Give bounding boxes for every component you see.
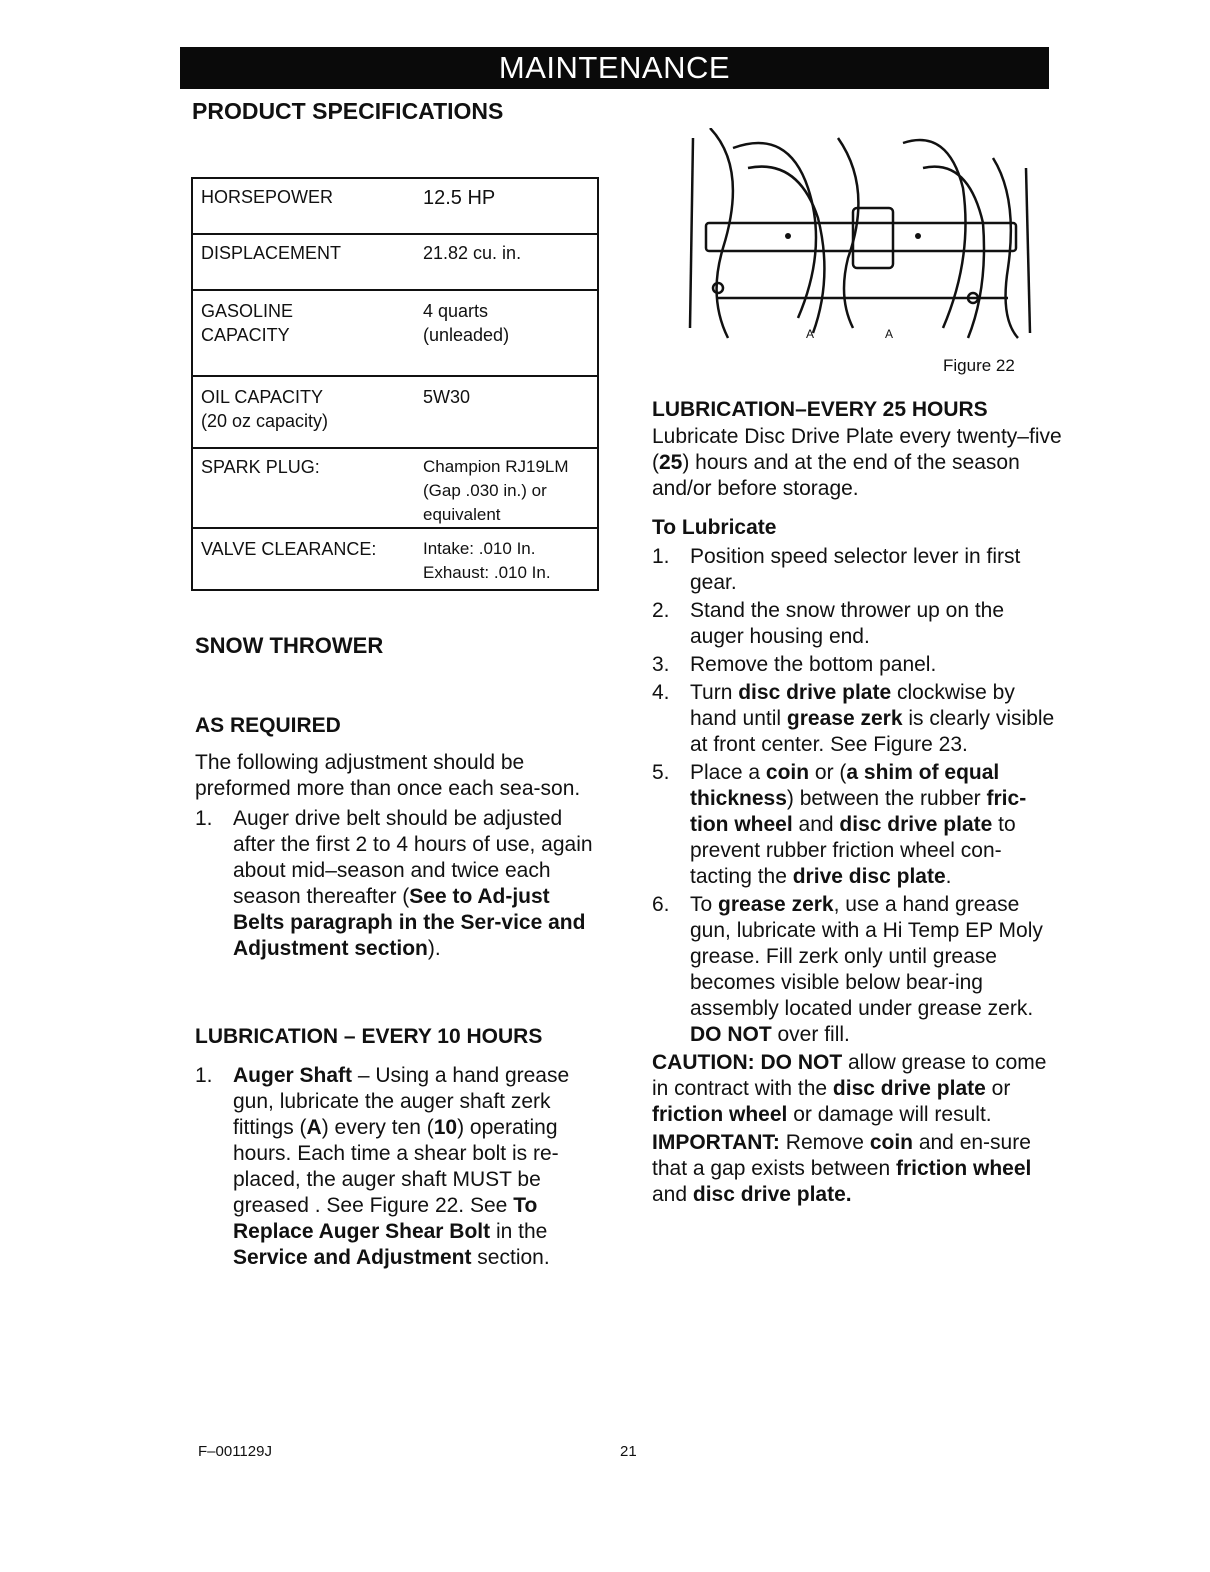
spec-value: 4 quarts (unleaded) — [423, 290, 598, 376]
list-item: 1. Auger Shaft – Using a hand grease gun, lubricate the auger shaft zerk fittings (A) every ten (10) operating hours. Each time a shear bolt is re-placed, the auger shaft MUST be greased . See Figure 22. See To Replace Auger Shear Bolt in the Service and Adjustment section. — [195, 1064, 570, 1269]
list-item: 2. Stand the snow thrower up on the auger housing end. — [652, 599, 1005, 648]
spec-label: VALVE CLEARANCE: — [201, 539, 377, 559]
important-text: IMPORTANT: Remove coin and en-sure that a gap exists between friction wheel and disc drive plate. — [652, 1131, 1032, 1206]
housing-left-edge — [690, 138, 693, 328]
spec-row-gasoline — [192, 290, 598, 376]
document-code: F–001129J — [198, 1443, 272, 1460]
to-lubricate-heading: To Lubricate — [652, 516, 777, 539]
lubrication-10-list — [195, 1063, 607, 1271]
list-item: 1. Auger drive belt should be adjusted after the first 2 to 4 hours of use, again about mid–season and twice each season thereafter (See to Ad-just Belts paragraph in the Ser-vice and Adjustment section). — [195, 807, 593, 960]
as-required-text: The following adjustment should be preformed more than once each sea-son. — [195, 751, 581, 800]
lubrication-10-heading: LUBRICATION – EVERY 10 HOURS — [195, 1025, 543, 1048]
spec-value: 12.5 HP — [423, 178, 598, 234]
auger-figure — [688, 128, 1033, 348]
lubrication-25-heading: LUBRICATION–EVERY 25 HOURS — [652, 398, 988, 421]
as-required-heading: AS REQUIRED — [195, 714, 341, 737]
to-lubricate-list — [652, 544, 1060, 1048]
spec-label: GASOLINE CAPACITY — [192, 290, 423, 376]
list-item: 5. Place a coin or (a shim of equal thickness) between the rubber fric-tion wheel and disc drive plate to prevent rubber friction wheel con-tacting the drive disc plate. — [652, 761, 1027, 888]
spec-label: SPARK PLUG: — [192, 448, 423, 528]
spec-row-displacement — [192, 234, 598, 290]
spec-row-valve — [192, 528, 598, 590]
spec-row-oil — [192, 376, 598, 448]
spec-table — [191, 177, 599, 591]
list-item: 4. Turn disc drive plate clockwise by hand until grease zerk is clearly visible at front center. See Figure 23. — [652, 681, 1055, 756]
spec-row-horsepower — [192, 178, 598, 234]
spec-label: OIL CAPACITY (20 oz capacity) — [192, 376, 423, 448]
snow-thrower-heading: SNOW THROWER — [195, 633, 384, 658]
housing-right-edge — [1026, 168, 1030, 333]
spec-value: Intake: .010 In. Exhaust: .010 In. — [423, 539, 551, 582]
list-item: 1. Position speed selector lever in first gear. — [652, 545, 1021, 594]
spec-value: 5W30 — [423, 376, 598, 448]
list-item: 3. Remove the bottom panel. — [652, 653, 937, 676]
product-specifications-heading: PRODUCT SPECIFICATIONS — [192, 98, 504, 124]
lubrication-25-text: Lubricate Disc Drive Plate every twenty–five (25) hours and at the end of the season and/or before storage. — [652, 425, 1062, 500]
figure-label-a: A — [885, 327, 894, 341]
list-item: 6. To grease zerk, use a hand grease gun, lubricate with a Hi Temp EP Moly grease. Fill zerk only until grease becomes visible below bear-ing assembly located under grease zerk. DO NOT over fill. — [652, 893, 1043, 1046]
spec-value: Champion RJ19LM (Gap .030 in.) or equivalent — [423, 448, 598, 528]
figure-label-a: A — [806, 327, 815, 341]
spec-label: HORSEPOWER — [192, 178, 423, 234]
page-number: 21 — [620, 1443, 637, 1460]
gearbox — [853, 208, 893, 268]
spec-value: 21.82 cu. in. — [423, 234, 598, 290]
caution-text: CAUTION: DO NOT allow grease to come in contract with the disc drive plate or friction wheel or damage will result. — [652, 1051, 1047, 1126]
as-required-list — [195, 806, 605, 962]
spec-label: DISPLACEMENT — [192, 234, 423, 290]
spec-row-spark-plug — [192, 448, 598, 528]
auger-shaft — [706, 223, 1016, 251]
figure-caption: Figure 22 — [943, 356, 1015, 375]
maintenance-banner: MAINTENANCE — [180, 47, 1049, 89]
